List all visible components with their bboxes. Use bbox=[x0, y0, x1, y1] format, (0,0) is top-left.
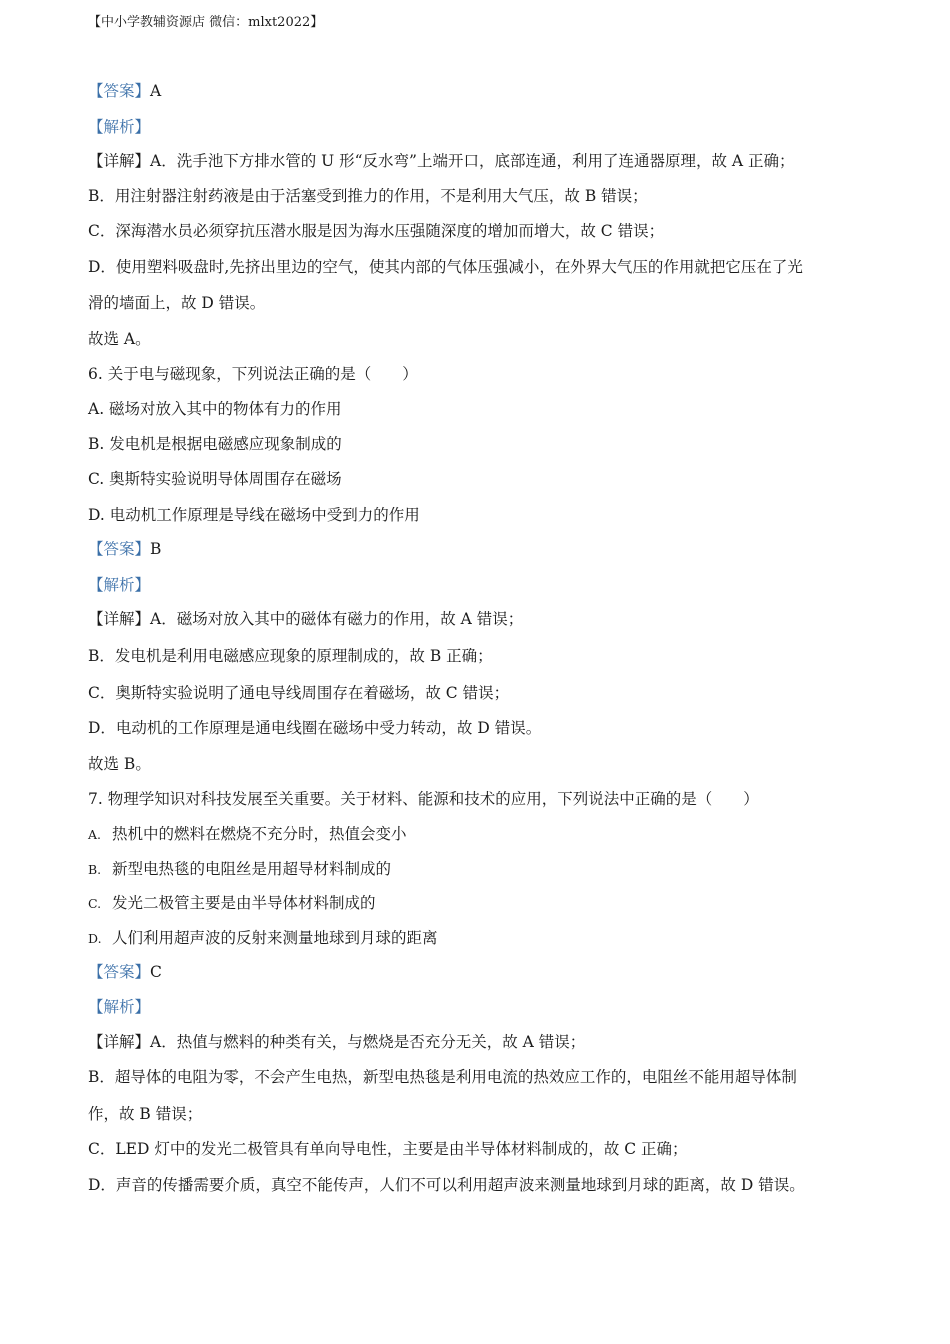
question-stem: 6. 关于电与磁现象，下列说法正确的是（ ） bbox=[88, 365, 418, 383]
detail-line: 【详解】A．磁场对放入其中的磁体有磁力的作用，故 A 错误； bbox=[88, 610, 524, 628]
option-b bbox=[88, 858, 868, 881]
page-header: 【中小学教辅资源店 微信：mlxt2022】 bbox=[88, 15, 324, 30]
option-c bbox=[88, 892, 868, 915]
option-d bbox=[88, 927, 868, 950]
detail-line: C．LED 灯中的发光二极管具有单向导电性，主要是由半导体材料制成的，故 C 正确； bbox=[88, 1140, 688, 1158]
answer-value: C bbox=[150, 963, 162, 981]
option-b: B. 发电机是根据电磁感应现象制成的 bbox=[88, 435, 342, 453]
detail-line: C．深海潜水员必须穿抗压潜水服是因为海水压强随深度的增加而增大，故 C 错误； bbox=[88, 222, 665, 240]
option-text: 人们利用超声波的反射来测量地球到月球的距离 bbox=[112, 929, 438, 947]
detail-line: B．超导体的电阻为零，不会产生电热，新型电热毯是利用电流的热效应工作的，电阻丝不能用超导体制 bbox=[88, 1068, 797, 1086]
answer-value: A bbox=[150, 82, 162, 100]
conclusion-line: 故选 A。 bbox=[88, 330, 151, 348]
option-d: D. 电动机工作原理是导线在磁场中受到力的作用 bbox=[88, 506, 420, 524]
detail-line: 【详解】A．热值与燃料的种类有关，与燃烧是否充分无关，故 A 错误； bbox=[88, 1033, 586, 1051]
option-text: 新型电热毯的电阻丝是用超导材料制成的 bbox=[112, 860, 392, 878]
answer-value: B bbox=[150, 540, 162, 558]
answer-label: 【答案】 bbox=[88, 963, 151, 981]
detail-line: B．发电机是利用电磁感应现象的原理制成的，故 B 正确； bbox=[88, 647, 493, 665]
question-stem: 7. 物理学知识对科技发展至关重要。关于材料、能源和技术的应用，下列说法中正确的是（ ） bbox=[88, 790, 759, 808]
detail-line: 作，故 B 错误； bbox=[88, 1105, 203, 1123]
analysis-label: 【解析】 bbox=[88, 118, 151, 136]
analysis-label: 【解析】 bbox=[88, 998, 151, 1016]
option-a bbox=[88, 823, 868, 846]
option-letter: B. bbox=[88, 862, 102, 877]
option-letter: A. bbox=[88, 827, 102, 842]
conclusion-line: 故选 B。 bbox=[88, 755, 151, 773]
answer-label: 【答案】 bbox=[88, 540, 151, 558]
detail-line: D．使用塑料吸盘时,先挤出里边的空气，使其内部的气体压强减小，在外界大气压的作用就把它压在了光 bbox=[88, 258, 803, 276]
answer-line bbox=[88, 961, 868, 983]
option-text: 热机中的燃料在燃烧不充分时，热值会变小 bbox=[112, 825, 407, 843]
option-text: 发光二极管主要是由半导体材料制成的 bbox=[112, 894, 376, 912]
answer-line bbox=[88, 538, 868, 560]
detail-line: 滑的墙面上，故 D 错误。 bbox=[88, 294, 266, 312]
option-c: C. 奥斯特实验说明导体周围存在磁场 bbox=[88, 470, 342, 488]
answer-label: 【答案】 bbox=[88, 82, 151, 100]
analysis-label: 【解析】 bbox=[88, 576, 151, 594]
option-a: A. 磁场对放入其中的物体有力的作用 bbox=[88, 400, 342, 418]
answer-line bbox=[88, 80, 868, 102]
option-letter: C. bbox=[88, 896, 102, 911]
detail-line: D．声音的传播需要介质，真空不能传声，人们不可以利用超声波来测量地球到月球的距离，故 D 错误。 bbox=[88, 1176, 805, 1194]
detail-line: 【详解】A．洗手池下方排水管的 U 形“反水弯”上端开口，底部连通，利用了连通器原理，故 A 正确； bbox=[88, 152, 795, 170]
detail-line: B．用注射器注射药液是由于活塞受到推力的作用，不是利用大气压，故 B 错误； bbox=[88, 187, 648, 205]
detail-line: C．奥斯特实验说明了通电导线周围存在着磁场，故 C 错误； bbox=[88, 684, 510, 702]
option-letter: D. bbox=[88, 931, 102, 946]
detail-line: D．电动机的工作原理是通电线圈在磁场中受力转动，故 D 错误。 bbox=[88, 719, 542, 737]
